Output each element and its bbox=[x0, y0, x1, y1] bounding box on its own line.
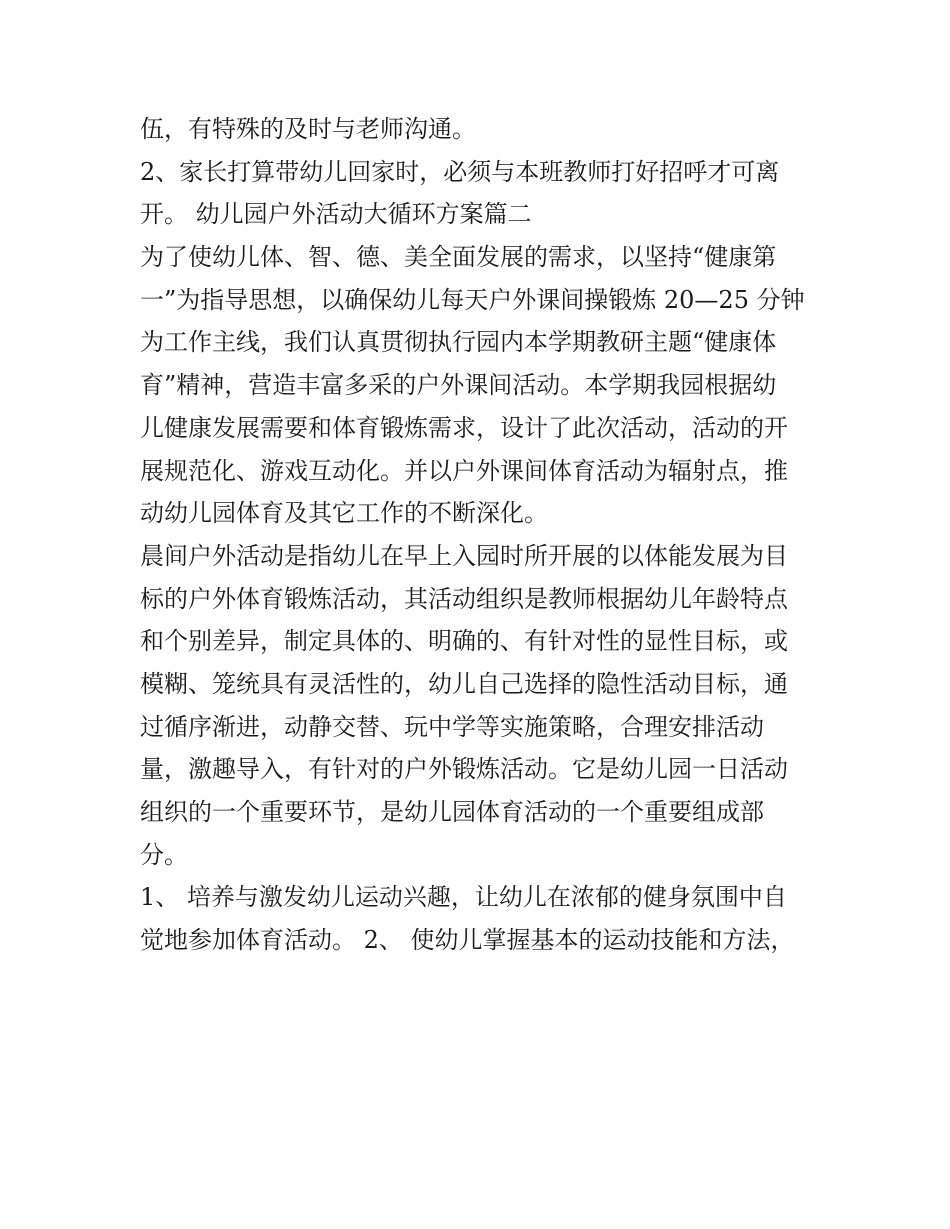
text-line: 过循序渐进，动静交替、玩中学等实施策略，合理安排活动 bbox=[140, 712, 764, 741]
document-body bbox=[140, 108, 820, 962]
text-line: 2、家长打算带幼儿回家时，必须与本班教师打好招呼才可离 bbox=[140, 157, 780, 186]
text-line: 量，激趣导入，有针对的户外锻炼活动。它是幼儿园一日活动 bbox=[140, 755, 788, 784]
text-line: 为工作主线，我们认真贯彻执行园内本学期教研主题“健康体 bbox=[140, 328, 777, 357]
text-line: 1、 培养与激发幼儿运动兴趣，让幼儿在浓郁的健身氛围中自 bbox=[140, 883, 787, 912]
text-line: 动幼儿园体育及其它工作的不断深化。 bbox=[140, 499, 548, 528]
text-line: 晨间户外活动是指幼儿在早上入园时所开展的以体能发展为目 bbox=[140, 541, 788, 570]
text-line: 展规范化、游戏互动化。并以户外课间体育活动为辐射点，推 bbox=[140, 456, 788, 485]
text-line: 一”为指导思想，以确保幼儿每天户外课间操锻炼 20—25 分钟 bbox=[140, 285, 805, 314]
text-line: 儿健康发展需要和体育锻炼需求，设计了此次活动，活动的开 bbox=[140, 413, 788, 442]
text-line: 和个别差异，制定具体的、明确的、有针对性的显性目标，或 bbox=[140, 627, 788, 656]
text-line: 组织的一个重要环节，是幼儿园体育活动的一个重要组成部 bbox=[140, 798, 764, 826]
text-line: 模糊、笼统具有灵活性的，幼儿自己选择的隐性活动目标，通 bbox=[140, 669, 788, 698]
text-line: 分。 bbox=[140, 840, 188, 869]
text-line: 觉地参加体育活动。 2、 使幼儿掌握基本的运动技能和方法， bbox=[140, 926, 795, 955]
text-line: 标的户外体育锻炼活动，其活动组织是教师根据幼儿年龄特点 bbox=[140, 584, 788, 613]
text-line: 伍，有特殊的及时与老师沟通。 bbox=[140, 115, 476, 143]
text-line: 开。 幼儿园户外活动大循环方案篇二 bbox=[140, 200, 532, 229]
text-line: 育”精神，营造丰富多采的户外课间活动。本学期我园根据幼 bbox=[140, 371, 777, 400]
text-line: 为了使幼儿体、智、德、美全面发展的需求，以坚持“健康第 bbox=[140, 243, 777, 272]
